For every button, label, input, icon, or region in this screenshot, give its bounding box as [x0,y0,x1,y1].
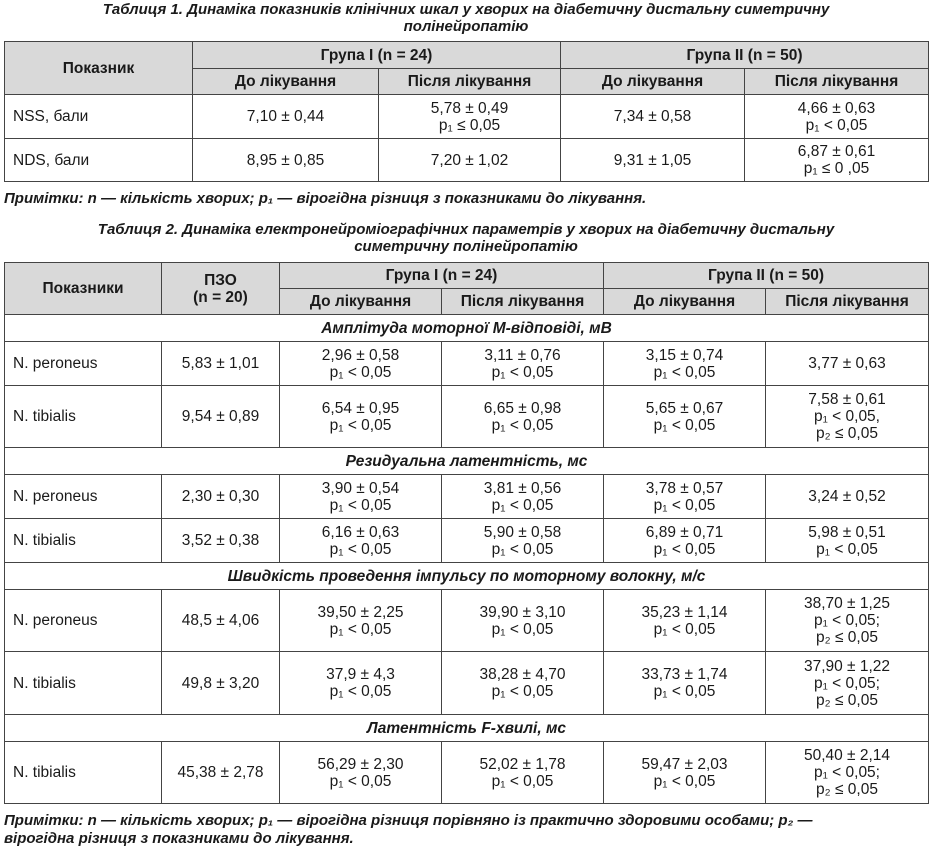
cell-line: 33,73 ± 1,74 [641,666,728,683]
table1-header-indicator: Показник [5,42,193,95]
cell-g1-before [280,519,442,563]
table1-body [5,95,929,182]
table1-caption-line: Таблиця 1. Динаміка показників клінічних шкал у хворих на діабетичну дистальну симетричну [102,1,830,18]
cell-line: 59,47 ± 2,03 [641,755,728,773]
cell-g2-before [561,139,745,182]
cell-line: p₁ < 0,05 [491,416,554,434]
cell-line: 38,28 ± 4,70 [479,666,566,683]
cell-pzo [162,590,280,652]
cell-line: 6,54 ± 0,95 [321,399,400,417]
table2-header-group2: Група ІІ (n = 50) [604,263,929,289]
cell-g1-before [280,590,442,652]
cell-line: 5,78 ± 0,49 [430,99,509,117]
cell-line: p₁ ≤ 0 ,05 [803,160,870,177]
cell-g1-after [442,342,604,386]
cell-line: 56,29 ± 2,30 [317,755,404,773]
cell-line: 5,65 ± 0,67 [645,399,724,417]
table1-note-text: Примітки: n — кількість хворих; p₁ — вірогідна різниця з показниками до лікування. [4,190,647,207]
table-row [5,95,929,139]
cell-line: p₁ < 0,05 [329,416,392,434]
cell-line: p₁ < 0,05 [653,363,716,381]
cell-line: p₁ < 0,05 [491,540,554,558]
cell-line: 2,96 ± 0,58 [321,346,400,364]
cell-line: 9,54 ± 0,89 [181,408,260,425]
cell-g1-after [442,652,604,715]
cell-line: 3,81 ± 0,56 [483,479,562,497]
table1-header-g1-before: До лікування [193,69,379,95]
cell-line: 52,02 ± 1,78 [479,755,566,773]
cell-line: 35,23 ± 1,14 [641,603,728,621]
table2-header-indicator: Показники [5,263,162,315]
section-title: Швидкість проведення імпульсу по моторному волокну, м/с [5,563,929,590]
row-label: N. peroneus [5,590,162,652]
cell-pzo [162,386,280,448]
cell-g2-after [745,139,929,182]
table-row [5,742,929,804]
table2-header-pzo-line: (n = 20) [193,288,248,306]
table-row [5,475,929,519]
cell-line: 8,95 ± 0,85 [246,151,325,169]
table2-header-group1: Група І (n = 24) [280,263,604,289]
table1-caption-line: полінейропатію [403,18,529,35]
row-label: NSS, бали [5,95,193,139]
cell-pzo [162,475,280,519]
cell-g2-before [604,590,766,652]
row-label: N. tibialis [5,652,162,715]
cell-line: p₁ < 0,05 [329,363,392,381]
cell-g2-before [604,652,766,715]
cell-g2-before [604,519,766,563]
cell-line: 39,50 ± 2,25 [317,603,404,621]
section-row [5,448,929,475]
table2 [4,262,929,804]
cell-line: p₁ < 0,05; [814,612,880,629]
table1-caption [0,1,932,35]
section-title: Амплітуда моторної М-відповіді, мВ [5,315,929,342]
table-row [5,519,929,563]
section-row [5,315,929,342]
cell-g1-after [442,590,604,652]
table2-header-g1-after: Після лікування [442,289,604,315]
cell-line: p₁ < 0,05 [816,540,878,558]
cell-g2-after [766,742,929,804]
table2-header-pzo-line: ПЗО [204,271,237,289]
table1-header-group2: Група ІІ (n = 50) [561,42,929,69]
table-row [5,139,929,182]
cell-g1-before [193,139,379,182]
cell-line: p₁ < 0,05 [491,772,554,790]
cell-line: p₁ < 0,05 [653,683,716,700]
section-row [5,715,929,742]
cell-line: 38,70 ± 1,25 [803,595,891,612]
row-label: N. peroneus [5,475,162,519]
table2-note-line: Примітки: n — кількість хворих; p₁ — вірогідна різниця порівняно із практично здоровими особами; p₂ — [4,812,813,829]
cell-line: 3,11 ± 0,76 [484,346,561,364]
cell-g1-before [280,386,442,448]
cell-line: 6,89 ± 0,71 [645,523,724,541]
cell-line: p₁ < 0,05 [653,772,716,790]
cell-line: p₂ ≤ 0,05 [816,691,878,709]
cell-line: 9,31 ± 1,05 [613,151,692,169]
cell-g2-after [766,386,929,448]
table2-caption-line: симетричну полінейропатію [354,238,578,255]
cell-line: 49,8 ± 3,20 [181,674,260,692]
table2-header-g1-before: До лікування [280,289,442,315]
cell-line: p₁ < 0,05 [329,683,392,700]
cell-g2-after [766,652,929,715]
cell-line: 39,90 ± 3,10 [479,603,566,621]
table2-header-g2-before: До лікування [604,289,766,315]
cell-line: 37,9 ± 4,3 [326,666,395,683]
cell-line: p₁ < 0,05 [329,620,392,638]
cell-line: 6,87 ± 0,61 [797,143,876,160]
table2-body [5,315,929,804]
cell-line: 5,98 ± 0,51 [808,523,886,541]
table2-header-g2-after: Після лікування [766,289,929,315]
cell-g1-after [442,519,604,563]
cell-g2-before [561,95,745,139]
section-title: Латентність F-хвилі, мс [5,715,929,742]
cell-line: p₁ < 0,05 [653,540,716,558]
cell-line: 2,30 ± 0,30 [181,488,260,505]
cell-line: p₁ < 0,05 [491,620,554,638]
cell-line: p₁ < 0,05; [814,674,880,692]
cell-g1-before [280,652,442,715]
table1-header-group1: Група І (n = 24) [193,42,561,69]
cell-line: p₁ < 0,05 [329,772,392,790]
cell-line: p₁ < 0,05 [491,683,554,700]
cell-g2-before [604,342,766,386]
row-label: N. tibialis [5,519,162,563]
cell-g2-before [604,386,766,448]
row-label: N. tibialis [5,742,162,804]
cell-line: p₁ < 0,05 [805,116,868,134]
cell-line: p₁ < 0,05 [491,363,554,381]
cell-line: 5,90 ± 0,58 [483,523,562,541]
cell-line: 37,90 ± 1,22 [803,657,891,675]
cell-line: 4,66 ± 0,63 [797,99,876,117]
cell-g2-after [766,475,929,519]
cell-line: 5,83 ± 1,01 [181,355,260,372]
cell-line: 3,90 ± 0,54 [321,479,400,497]
cell-line: 7,58 ± 0,61 [808,391,886,408]
cell-pzo [162,519,280,563]
cell-g2-before [604,742,766,804]
table1-note [4,190,928,208]
cell-line: p₁ < 0,05 [653,496,716,514]
cell-line: 7,10 ± 0,44 [246,108,325,125]
cell-line: p₁ < 0,05, [814,408,880,425]
cell-g1-after [442,386,604,448]
cell-line: 3,15 ± 0,74 [645,346,724,364]
cell-line: p₁ < 0,05 [653,416,716,434]
cell-g1-before [280,742,442,804]
cell-line: p₂ ≤ 0,05 [816,781,878,798]
table2-header-pzo [162,263,280,315]
row-label: N. tibialis [5,386,162,448]
cell-line: 48,5 ± 4,06 [181,612,260,629]
table2-caption [0,221,932,255]
cell-g1-before [280,475,442,519]
cell-line: 6,65 ± 0,98 [483,399,562,417]
cell-g1-after [442,742,604,804]
cell-pzo [162,742,280,804]
table-row [5,590,929,652]
cell-line: 3,78 ± 0,57 [645,479,724,497]
cell-line: 3,77 ± 0,63 [808,355,886,372]
cell-g2-before [604,475,766,519]
cell-line: 7,20 ± 1,02 [430,151,509,169]
table2-note [4,812,928,848]
cell-g1-after [379,95,561,139]
cell-g2-after [766,590,929,652]
cell-pzo [162,342,280,386]
cell-g1-after [442,475,604,519]
cell-line: 3,24 ± 0,52 [808,488,886,505]
cell-g2-after [745,95,929,139]
table-row [5,652,929,715]
cell-line: p₁ < 0,05 [491,496,554,514]
cell-line: p₁ ≤ 0,05 [438,116,501,134]
cell-g1-before [193,95,379,139]
cell-line: 6,16 ± 0,63 [321,523,400,541]
table-row [5,342,929,386]
table2-caption-line: Таблиця 2. Динаміка електронейроміографічних параметрів у хворих на діабетичну дистальну [97,221,835,238]
row-label: NDS, бали [5,139,193,182]
cell-g2-after [766,519,929,563]
table1-header-g1-after: Після лікування [379,69,561,95]
cell-line: 7,34 ± 0,58 [613,108,692,125]
cell-line: p₁ < 0,05; [814,764,880,781]
table1-header-g2-before: До лікування [561,69,745,95]
cell-g1-after [379,139,561,182]
row-label: N. peroneus [5,342,162,386]
cell-line: p₁ < 0,05 [653,620,716,638]
cell-line: p₂ ≤ 0,05 [816,629,878,646]
table1 [4,41,929,182]
table-row [5,386,929,448]
cell-line: p₂ ≤ 0,05 [816,425,878,442]
cell-line: p₁ < 0,05 [329,496,392,514]
cell-g1-before [280,342,442,386]
section-row [5,563,929,590]
cell-g2-after [766,342,929,386]
cell-pzo [162,652,280,715]
cell-line: 45,38 ± 2,78 [177,764,264,781]
table1-header-g2-after: Після лікування [745,69,929,95]
section-title: Резидуальна латентність, мс [5,448,929,475]
cell-line: 50,40 ± 2,14 [803,747,891,764]
table2-note-line: вірогідна різниця з показниками до лікування. [4,830,354,847]
cell-line: p₁ < 0,05 [329,540,392,558]
cell-line: 3,52 ± 0,38 [181,532,260,549]
